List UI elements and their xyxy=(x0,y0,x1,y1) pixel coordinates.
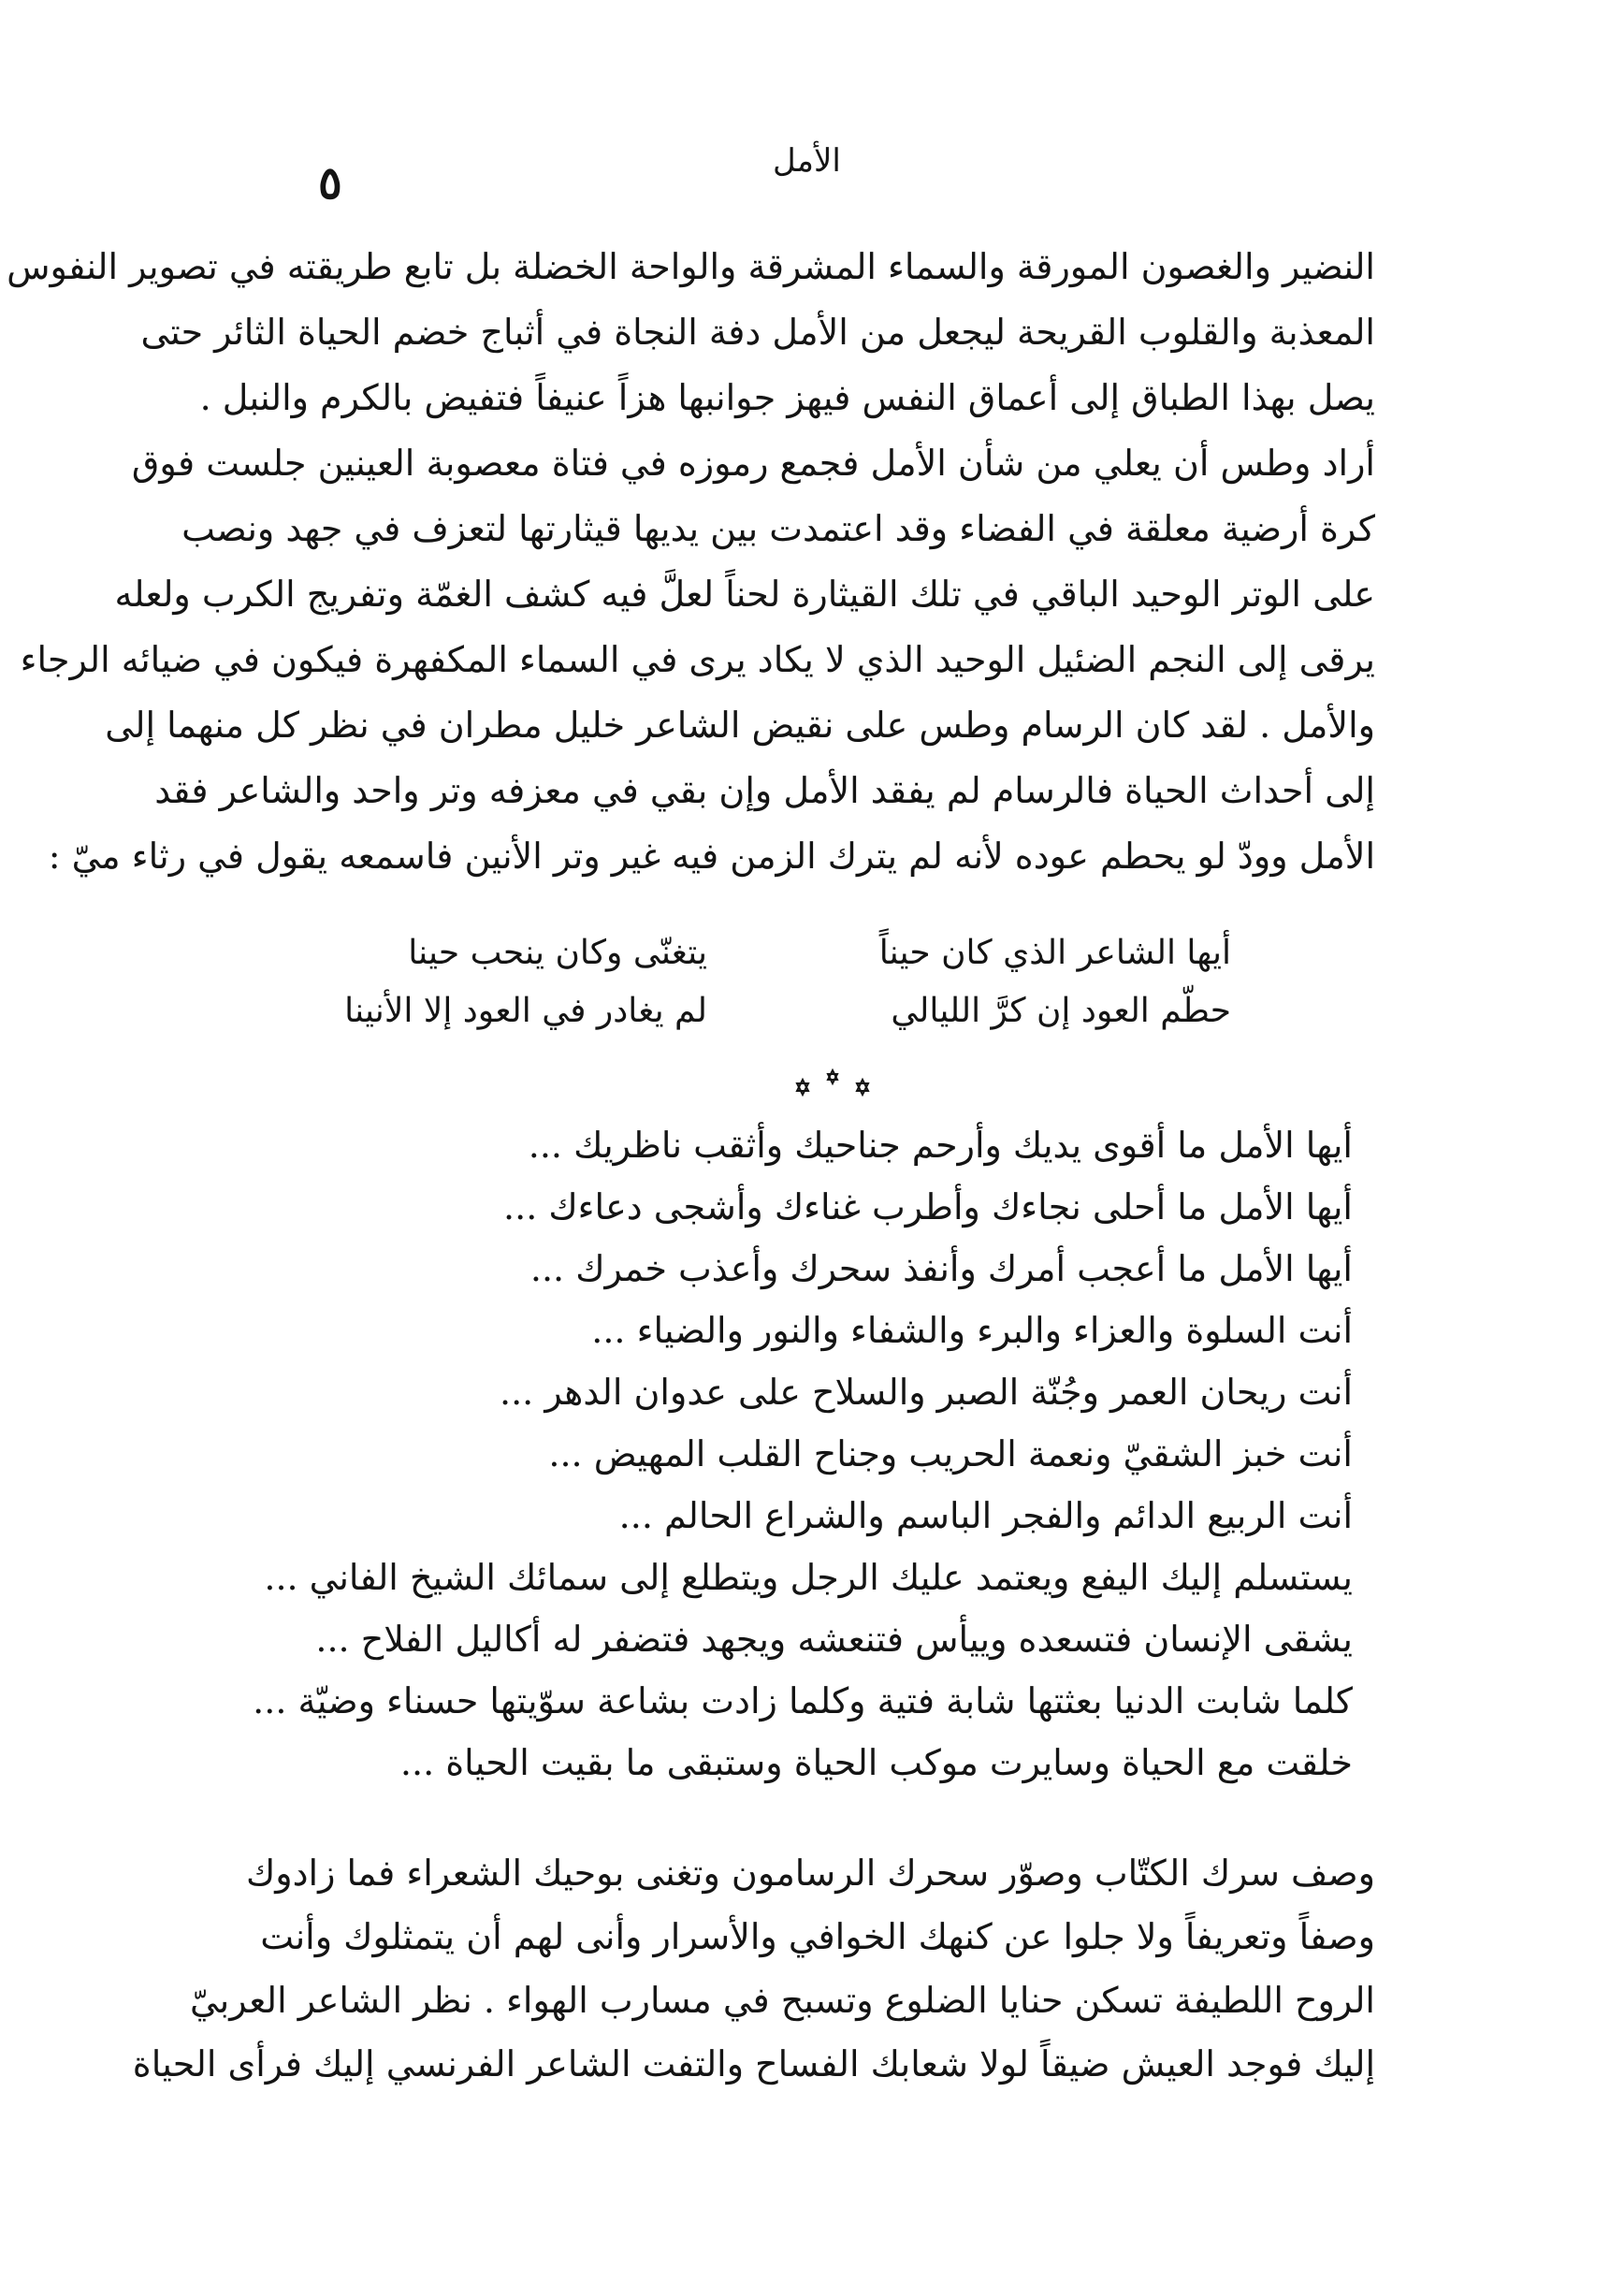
verse-1-second-hemistich: يتغنّى وكان ينحب حينا xyxy=(408,934,707,972)
paragraph-line: على الوتر الوحيد الباقي في تلك القيثارة لحناً لعلَّ فيه كشف الغمّة وتفريج الكرب ولعله xyxy=(114,574,1375,615)
paragraph-line: وصف سرك الكتّاب وصوّر سحرك الرسامون وتغنى بوحيك الشعراء فما زادوك xyxy=(245,1852,1375,1894)
paragraph-2 xyxy=(20,430,1375,889)
prose-line: أنت السلوة والعزاء والبرء والشفاء والنور والضياء ... xyxy=(591,1310,1353,1351)
verse-2-second-hemistich: لم يغادر في العود إلا الأنينا xyxy=(344,992,707,1030)
paragraph-line: كرة أرضية معلقة في الفضاء وقد اعتمدت بين يديها قيثارتها لتعزف في جهد ونصب xyxy=(181,508,1375,549)
paragraph-line: إلى أحداث الحياة فالرسام لم يفقد الأمل وإن بقي في معزفه وتر واحد والشاعر فقد xyxy=(154,770,1375,811)
paragraph-line: أراد وطس أن يعلي من شأن الأمل فجمع رموزه في فتاة معصوبة العينين جلست فوق xyxy=(131,443,1375,484)
paragraph-line: والأمل . لقد كان الرسام وطس على نقيض الشاعر خليل مطران في نظر كل منهما إلى xyxy=(105,704,1375,746)
page-number: ٥ xyxy=(318,157,342,210)
prose-line: خلقت مع الحياة وسايرت موكب الحياة وستبقى ما بقيت الحياة ... xyxy=(399,1742,1353,1783)
paragraph-line: يصل بهذا الطباق إلى أعماق النفس فيهز جوانبها هزاً عنيفاً فتفيض بالكرم والنبل . xyxy=(199,377,1375,418)
prose-line: أنت الربيع الدائم والفجر الباسم والشراع الحالم ... xyxy=(618,1495,1353,1536)
paragraph-line: الأمل وودّ لو يحطم عوده لأنه لم يترك الزمن فيه غير وتر الأنين فاسمعه يقول في رثاء ميّ : xyxy=(48,835,1375,877)
prose-line: أنت ريحان العمر وجُنّة الصبر والسلاح على عدوان الدهر ... xyxy=(500,1372,1353,1413)
running-header-title: الأمل xyxy=(773,142,841,180)
prose-line: كلما شابت الدنيا بعثتها شابة فتية وكلما زادت بشاعة سوّيتها حسناء وضيّة ... xyxy=(253,1680,1353,1721)
paragraph-line: وصفاً وتعريفاً ولا جلوا عن كنهك الخوافي والأسرار وأنى لهم أن يتمثلوك وأنت xyxy=(260,1916,1375,1957)
section-divider-stars xyxy=(784,1067,896,1104)
prose-line: أنت خبز الشقيّ ونعمة الحريب وجناح القلب المهيض ... xyxy=(548,1433,1353,1474)
prose-line: أيها الأمل ما أعجب أمرك وأنفذ سحرك وأعذب خمرك ... xyxy=(529,1248,1353,1289)
paragraph-line: النضير والغصون المورقة والسماء المشرقة والواحة الخضلة بل تابع طريقته في تصوير النفوس xyxy=(7,246,1375,287)
paragraph-line: الروح اللطيفة تسكن حنايا الضلوع وتسبح في مسارب الهواء . نظر الشاعر العربيّ xyxy=(190,1980,1375,2021)
prose-line: أيها الأمل ما أحلى نجاءك وأطرب غناءك وأشجى دعاءك ... xyxy=(503,1186,1353,1227)
prose-line: يستسلم إليك اليفع ويعتمد عليك الرجل ويتطلع إلى سمائك الشيخ الفاني ... xyxy=(264,1557,1353,1598)
paragraph-line: إليك فوجد العيش ضيقاً لولا شعابك الفساح والتفت الشاعر الفرنسي إليك فرأى الحياة xyxy=(132,2043,1375,2084)
prose-line: يشقى الإنسان فتسعده وييأس فتنعشه ويجهد فتضفر له أكاليل الفلاح ... xyxy=(315,1619,1353,1660)
paragraph-line: يرقى إلى النجم الضئيل الوحيد الذي لا يكاد يرى في السماء المكفهرة فيكون في ضيائه الرجاء xyxy=(20,639,1375,680)
verse-2-first-hemistich: حطّم العود إن كرَّ الليالي xyxy=(891,992,1231,1030)
paragraph-1 xyxy=(7,234,1375,430)
verse-1-first-hemistich: أيها الشاعر الذي كان حيناً xyxy=(878,934,1231,972)
paragraph-line: المعذبة والقلوب القريحة ليجعل من الأمل دفة النجاة في أثباج خضم الحياة الثائر حتى xyxy=(140,312,1375,353)
paragraph-3 xyxy=(132,1841,1375,2096)
prose-line: أيها الأمل ما أقوى يديك وأرحم جناحيك وأثقب ناظريك ... xyxy=(528,1125,1353,1166)
